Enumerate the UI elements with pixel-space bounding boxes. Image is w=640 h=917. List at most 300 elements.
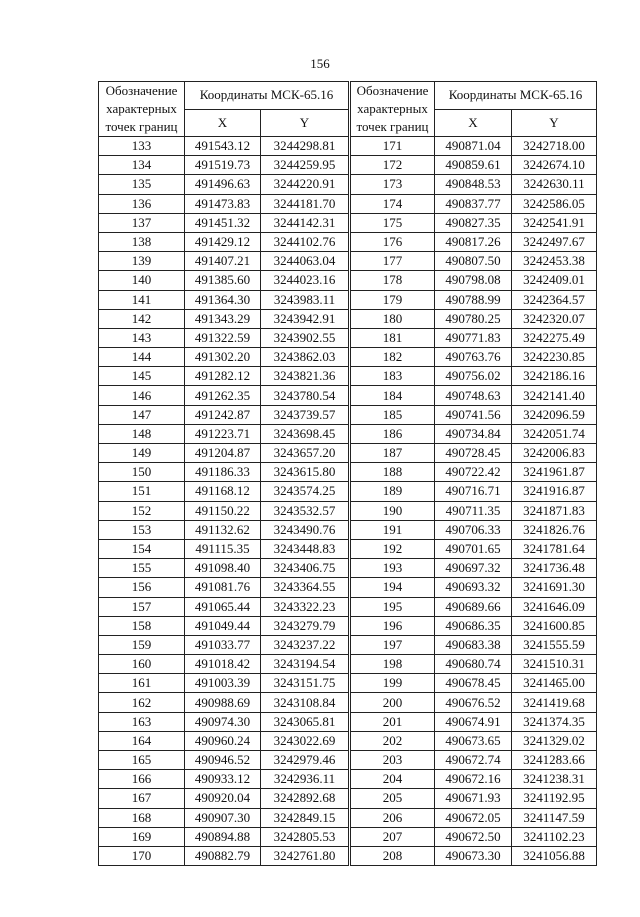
point-number-cell: 165 [99, 751, 185, 770]
point-number-cell: 182 [351, 348, 435, 367]
y-column-header: Y [261, 109, 349, 137]
y-coordinate-cell: 3242364.57 [512, 290, 597, 309]
table-row [351, 328, 597, 347]
x-coordinate-cell: 490920.04 [185, 789, 261, 808]
table-row [351, 137, 597, 156]
point-number-cell: 141 [99, 290, 185, 309]
point-number-cell: 162 [99, 693, 185, 712]
x-coordinate-cell: 491049.44 [185, 616, 261, 635]
x-coordinate-cell: 491385.60 [185, 271, 261, 290]
point-number-cell: 160 [99, 655, 185, 674]
y-coordinate-cell: 3242630.11 [512, 175, 597, 194]
table-row [351, 616, 597, 635]
table-row [351, 712, 597, 731]
point-number-cell: 172 [351, 156, 435, 175]
point-number-cell: 191 [351, 520, 435, 539]
table-row [351, 232, 597, 251]
y-coordinate-cell: 3243780.54 [261, 386, 349, 405]
y-coordinate-cell: 3244259.95 [261, 156, 349, 175]
table-row [99, 194, 349, 213]
point-number-cell: 167 [99, 789, 185, 808]
y-coordinate-cell: 3242718.00 [512, 137, 597, 156]
table-row [351, 674, 597, 693]
table-row [99, 846, 349, 865]
coordinates-table-right [350, 81, 597, 866]
point-number-cell: 204 [351, 770, 435, 789]
point-number-cell: 199 [351, 674, 435, 693]
y-coordinate-cell: 3241238.31 [512, 770, 597, 789]
y-coordinate-cell: 3241419.68 [512, 693, 597, 712]
x-coordinate-cell: 491132.62 [185, 520, 261, 539]
y-coordinate-cell: 3242497.67 [512, 232, 597, 251]
table-row [99, 252, 349, 271]
table-row [99, 731, 349, 750]
y-coordinate-cell: 3244023.16 [261, 271, 349, 290]
x-coordinate-cell: 490988.69 [185, 693, 261, 712]
table-row [99, 367, 349, 386]
point-number-cell: 173 [351, 175, 435, 194]
table-row [351, 770, 597, 789]
table-row [99, 463, 349, 482]
x-coordinate-cell: 490673.65 [435, 731, 512, 750]
y-coordinate-cell: 3242674.10 [512, 156, 597, 175]
point-number-cell: 151 [99, 482, 185, 501]
y-coordinate-cell: 3243902.55 [261, 328, 349, 347]
point-number-cell: 201 [351, 712, 435, 731]
x-coordinate-cell: 490673.30 [435, 846, 512, 865]
table-row [351, 271, 597, 290]
point-number-cell: 143 [99, 328, 185, 347]
table-row [351, 846, 597, 865]
x-coordinate-cell: 490974.30 [185, 712, 261, 731]
table-row [351, 693, 597, 712]
x-coordinate-cell: 490671.93 [435, 789, 512, 808]
x-coordinate-cell: 491302.20 [185, 348, 261, 367]
x-coordinate-cell: 490871.04 [435, 137, 512, 156]
y-coordinate-cell: 3242141.40 [512, 386, 597, 405]
x-coordinate-cell: 491364.30 [185, 290, 261, 309]
x-coordinate-cell: 490933.12 [185, 770, 261, 789]
x-coordinate-cell: 491282.12 [185, 367, 261, 386]
point-number-cell: 163 [99, 712, 185, 731]
x-coordinate-cell: 490672.74 [435, 751, 512, 770]
x-coordinate-cell: 491451.32 [185, 213, 261, 232]
point-number-cell: 152 [99, 501, 185, 520]
y-coordinate-cell: 3243574.25 [261, 482, 349, 501]
point-number-cell: 168 [99, 808, 185, 827]
table-row [99, 444, 349, 463]
point-number-cell: 197 [351, 635, 435, 654]
point-number-cell: 175 [351, 213, 435, 232]
y-coordinate-cell: 3241646.09 [512, 597, 597, 616]
y-coordinate-cell: 3242230.85 [512, 348, 597, 367]
table-row [351, 405, 597, 424]
table-row [99, 271, 349, 290]
y-coordinate-cell: 3244102.76 [261, 232, 349, 251]
point-number-cell: 149 [99, 444, 185, 463]
x-coordinate-cell: 490706.33 [435, 520, 512, 539]
point-number-cell: 156 [99, 578, 185, 597]
x-coordinate-cell: 491262.35 [185, 386, 261, 405]
x-coordinate-cell: 490817.26 [435, 232, 512, 251]
x-coordinate-cell: 490756.02 [435, 367, 512, 386]
y-coordinate-cell: 3242936.11 [261, 770, 349, 789]
x-coordinate-cell: 490693.32 [435, 578, 512, 597]
y-coordinate-cell: 3243739.57 [261, 405, 349, 424]
point-number-cell: 144 [99, 348, 185, 367]
table-row [99, 386, 349, 405]
table-row [351, 501, 597, 520]
y-coordinate-cell: 3243406.75 [261, 559, 349, 578]
table-row [351, 559, 597, 578]
y-coordinate-cell: 3243615.80 [261, 463, 349, 482]
y-coordinate-cell: 3242051.74 [512, 424, 597, 443]
point-number-cell: 196 [351, 616, 435, 635]
table-row [351, 348, 597, 367]
point-number-cell: 142 [99, 309, 185, 328]
table-row [99, 175, 349, 194]
table-row [99, 559, 349, 578]
y-coordinate-cell: 3243862.03 [261, 348, 349, 367]
x-coordinate-cell: 491519.73 [185, 156, 261, 175]
point-number-cell: 184 [351, 386, 435, 405]
x-coordinate-cell: 490741.56 [435, 405, 512, 424]
y-coordinate-cell: 3243151.75 [261, 674, 349, 693]
x-coordinate-cell: 490859.61 [435, 156, 512, 175]
x-column-header: X [435, 109, 512, 137]
coordinates-header: Координаты МСК-65.16 [185, 82, 349, 110]
x-coordinate-cell: 490907.30 [185, 808, 261, 827]
table-row [99, 635, 349, 654]
y-coordinate-cell: 3242849.15 [261, 808, 349, 827]
point-number-cell: 154 [99, 539, 185, 558]
table-row [99, 827, 349, 846]
x-coordinate-cell: 491496.63 [185, 175, 261, 194]
point-number-cell: 148 [99, 424, 185, 443]
y-coordinate-cell: 3243364.55 [261, 578, 349, 597]
y-coordinate-cell: 3244142.31 [261, 213, 349, 232]
table-row [99, 712, 349, 731]
point-number-cell: 164 [99, 731, 185, 750]
point-number-cell: 157 [99, 597, 185, 616]
x-coordinate-cell: 491407.21 [185, 252, 261, 271]
table-row [351, 482, 597, 501]
point-number-cell: 189 [351, 482, 435, 501]
y-coordinate-cell: 3241781.64 [512, 539, 597, 558]
y-coordinate-cell: 3242186.16 [512, 367, 597, 386]
point-number-cell: 136 [99, 194, 185, 213]
table-row [99, 693, 349, 712]
y-coordinate-cell: 3243983.11 [261, 290, 349, 309]
table-row [351, 367, 597, 386]
point-number-cell: 206 [351, 808, 435, 827]
y-coordinate-cell: 3242275.49 [512, 328, 597, 347]
y-coordinate-cell: 3243322.23 [261, 597, 349, 616]
y-coordinate-cell: 3241916.87 [512, 482, 597, 501]
y-coordinate-cell: 3243279.79 [261, 616, 349, 635]
table-row [351, 520, 597, 539]
table-row [351, 751, 597, 770]
point-number-cell: 205 [351, 789, 435, 808]
point-number-cell: 203 [351, 751, 435, 770]
table-row [351, 655, 597, 674]
page-number: 156 [310, 56, 330, 71]
x-coordinate-cell: 491018.42 [185, 655, 261, 674]
x-coordinate-cell: 490676.52 [435, 693, 512, 712]
x-coordinate-cell: 491204.87 [185, 444, 261, 463]
table-row [99, 674, 349, 693]
x-coordinate-cell: 490837.77 [435, 194, 512, 213]
x-coordinate-cell: 490697.32 [435, 559, 512, 578]
y-coordinate-cell: 3243448.83 [261, 539, 349, 558]
y-coordinate-cell: 3242805.53 [261, 827, 349, 846]
y-coordinate-cell: 3241283.66 [512, 751, 597, 770]
point-designation-header: Обозначение характерных точек границ [99, 82, 185, 137]
y-coordinate-cell: 3242586.05 [512, 194, 597, 213]
point-number-cell: 178 [351, 271, 435, 290]
table-row [351, 213, 597, 232]
x-coordinate-cell: 490734.84 [435, 424, 512, 443]
x-coordinate-cell: 490674.91 [435, 712, 512, 731]
y-coordinate-cell: 3242892.68 [261, 789, 349, 808]
point-number-cell: 138 [99, 232, 185, 251]
y-coordinate-cell: 3242409.01 [512, 271, 597, 290]
table-row [99, 290, 349, 309]
table-row [99, 501, 349, 520]
y-coordinate-cell: 3241691.30 [512, 578, 597, 597]
table-row [351, 597, 597, 616]
x-coordinate-cell: 491223.71 [185, 424, 261, 443]
point-number-cell: 183 [351, 367, 435, 386]
point-number-cell: 158 [99, 616, 185, 635]
point-number-cell: 174 [351, 194, 435, 213]
x-coordinate-cell: 491543.12 [185, 137, 261, 156]
point-number-cell: 133 [99, 137, 185, 156]
y-coordinate-cell: 3243065.81 [261, 712, 349, 731]
point-number-cell: 180 [351, 309, 435, 328]
point-number-cell: 159 [99, 635, 185, 654]
table-row [351, 635, 597, 654]
x-coordinate-cell: 490711.35 [435, 501, 512, 520]
x-coordinate-cell: 491033.77 [185, 635, 261, 654]
point-number-cell: 150 [99, 463, 185, 482]
table-row [99, 348, 349, 367]
y-coordinate-cell: 3243237.22 [261, 635, 349, 654]
point-number-cell: 153 [99, 520, 185, 539]
y-coordinate-cell: 3241329.02 [512, 731, 597, 750]
point-number-cell: 194 [351, 578, 435, 597]
y-coordinate-cell: 3242761.80 [261, 846, 349, 865]
point-number-cell: 186 [351, 424, 435, 443]
table-row [351, 194, 597, 213]
table-row [99, 616, 349, 635]
point-number-cell: 137 [99, 213, 185, 232]
table-row [99, 232, 349, 251]
x-coordinate-cell: 491115.35 [185, 539, 261, 558]
table-row [351, 386, 597, 405]
table-row [351, 156, 597, 175]
table-row [99, 539, 349, 558]
y-coordinate-cell: 3243532.57 [261, 501, 349, 520]
point-number-cell: 208 [351, 846, 435, 865]
x-coordinate-cell: 490894.88 [185, 827, 261, 846]
y-coordinate-cell: 3241465.00 [512, 674, 597, 693]
y-coordinate-cell: 3242320.07 [512, 309, 597, 328]
table-row [351, 539, 597, 558]
table-row [99, 808, 349, 827]
x-coordinate-cell: 490672.50 [435, 827, 512, 846]
y-column-header: Y [512, 109, 597, 137]
x-coordinate-cell: 491343.29 [185, 309, 261, 328]
y-coordinate-cell: 3241555.59 [512, 635, 597, 654]
x-coordinate-cell: 491473.83 [185, 194, 261, 213]
x-coordinate-cell: 490807.50 [435, 252, 512, 271]
x-coordinate-cell: 490728.45 [435, 444, 512, 463]
coordinates-table-left [98, 81, 349, 866]
point-number-cell: 177 [351, 252, 435, 271]
y-coordinate-cell: 3243821.36 [261, 367, 349, 386]
y-coordinate-cell: 3244181.70 [261, 194, 349, 213]
x-coordinate-cell: 490716.71 [435, 482, 512, 501]
x-coordinate-cell: 490680.74 [435, 655, 512, 674]
x-coordinate-cell: 490722.42 [435, 463, 512, 482]
point-number-cell: 192 [351, 539, 435, 558]
point-number-cell: 155 [99, 559, 185, 578]
point-number-cell: 134 [99, 156, 185, 175]
point-number-cell: 171 [351, 137, 435, 156]
y-coordinate-cell: 3241374.35 [512, 712, 597, 731]
x-coordinate-cell: 490686.35 [435, 616, 512, 635]
point-number-cell: 200 [351, 693, 435, 712]
y-coordinate-cell: 3242096.59 [512, 405, 597, 424]
y-coordinate-cell: 3241600.85 [512, 616, 597, 635]
x-coordinate-cell: 490771.83 [435, 328, 512, 347]
table-row [351, 309, 597, 328]
point-number-cell: 170 [99, 846, 185, 865]
x-coordinate-cell: 490689.66 [435, 597, 512, 616]
x-coordinate-cell: 490763.76 [435, 348, 512, 367]
table-row [351, 424, 597, 443]
x-coordinate-cell: 490798.08 [435, 271, 512, 290]
point-number-cell: 139 [99, 252, 185, 271]
x-coordinate-cell: 491098.40 [185, 559, 261, 578]
y-coordinate-cell: 3243490.76 [261, 520, 349, 539]
y-coordinate-cell: 3241147.59 [512, 808, 597, 827]
x-coordinate-cell: 491065.44 [185, 597, 261, 616]
x-coordinate-cell: 490780.25 [435, 309, 512, 328]
x-coordinate-cell: 491150.22 [185, 501, 261, 520]
point-number-cell: 198 [351, 655, 435, 674]
y-coordinate-cell: 3241736.48 [512, 559, 597, 578]
table-row [99, 156, 349, 175]
point-number-cell: 179 [351, 290, 435, 309]
table-row [99, 789, 349, 808]
x-coordinate-cell: 490683.38 [435, 635, 512, 654]
x-coordinate-cell: 490701.65 [435, 539, 512, 558]
table-row [351, 578, 597, 597]
y-coordinate-cell: 3241192.95 [512, 789, 597, 808]
table-row [351, 808, 597, 827]
table-row [99, 482, 349, 501]
table-row [99, 213, 349, 232]
x-coordinate-cell: 490672.05 [435, 808, 512, 827]
point-number-cell: 195 [351, 597, 435, 616]
point-number-cell: 176 [351, 232, 435, 251]
x-coordinate-cell: 491429.12 [185, 232, 261, 251]
y-coordinate-cell: 3243108.84 [261, 693, 349, 712]
x-coordinate-cell: 491081.76 [185, 578, 261, 597]
y-coordinate-cell: 3242006.83 [512, 444, 597, 463]
point-number-cell: 188 [351, 463, 435, 482]
y-coordinate-cell: 3241871.83 [512, 501, 597, 520]
y-coordinate-cell: 3243657.20 [261, 444, 349, 463]
x-coordinate-cell: 490960.24 [185, 731, 261, 750]
x-coordinate-cell: 490882.79 [185, 846, 261, 865]
table-row [99, 520, 349, 539]
y-coordinate-cell: 3243022.69 [261, 731, 349, 750]
y-coordinate-cell: 3243194.54 [261, 655, 349, 674]
x-coordinate-cell: 490827.35 [435, 213, 512, 232]
y-coordinate-cell: 3241102.23 [512, 827, 597, 846]
x-coordinate-cell: 490848.53 [435, 175, 512, 194]
table-row [99, 578, 349, 597]
x-coordinate-cell: 490672.16 [435, 770, 512, 789]
y-coordinate-cell: 3241056.88 [512, 846, 597, 865]
table-row [99, 137, 349, 156]
table-row [99, 309, 349, 328]
point-number-cell: 140 [99, 271, 185, 290]
y-coordinate-cell: 3242979.46 [261, 751, 349, 770]
table-row [351, 444, 597, 463]
point-number-cell: 145 [99, 367, 185, 386]
table-row [99, 328, 349, 347]
x-coordinate-cell: 491003.39 [185, 674, 261, 693]
x-coordinate-cell: 491322.59 [185, 328, 261, 347]
point-number-cell: 166 [99, 770, 185, 789]
table-row [99, 751, 349, 770]
point-number-cell: 135 [99, 175, 185, 194]
x-coordinate-cell: 490946.52 [185, 751, 261, 770]
point-number-cell: 147 [99, 405, 185, 424]
table-row [351, 463, 597, 482]
x-coordinate-cell: 490748.63 [435, 386, 512, 405]
y-coordinate-cell: 3244220.91 [261, 175, 349, 194]
point-number-cell: 185 [351, 405, 435, 424]
y-coordinate-cell: 3243698.45 [261, 424, 349, 443]
point-number-cell: 193 [351, 559, 435, 578]
x-coordinate-cell: 491168.12 [185, 482, 261, 501]
table-row [99, 597, 349, 616]
table-row [351, 827, 597, 846]
y-coordinate-cell: 3242453.38 [512, 252, 597, 271]
y-coordinate-cell: 3244298.81 [261, 137, 349, 156]
table-row [99, 770, 349, 789]
x-coordinate-cell: 491186.33 [185, 463, 261, 482]
point-number-cell: 181 [351, 328, 435, 347]
x-coordinate-cell: 490678.45 [435, 674, 512, 693]
coordinates-header: Координаты МСК-65.16 [435, 82, 597, 110]
point-designation-header: Обозначение характерных точек границ [351, 82, 435, 137]
point-number-cell: 187 [351, 444, 435, 463]
point-number-cell: 207 [351, 827, 435, 846]
table-row [99, 424, 349, 443]
point-number-cell: 146 [99, 386, 185, 405]
x-coordinate-cell: 490788.99 [435, 290, 512, 309]
y-coordinate-cell: 3242541.91 [512, 213, 597, 232]
point-number-cell: 169 [99, 827, 185, 846]
table-row [351, 290, 597, 309]
y-coordinate-cell: 3241510.31 [512, 655, 597, 674]
